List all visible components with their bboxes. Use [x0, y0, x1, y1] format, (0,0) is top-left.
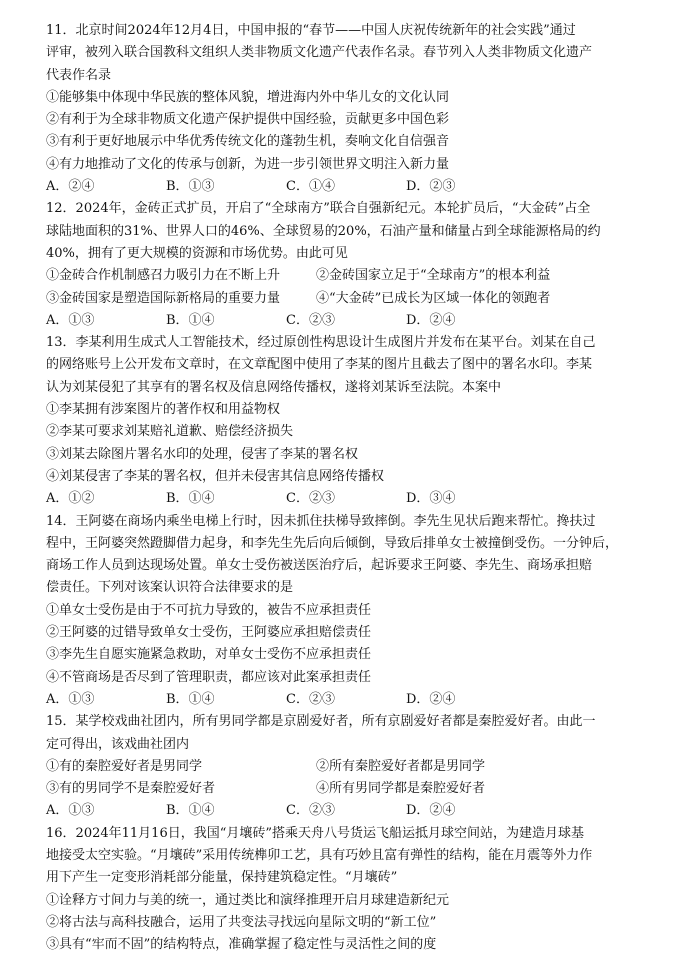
answer-choice-c: C．②③ [286, 312, 335, 328]
question-15 [46, 711, 646, 822]
answer-choice-b: B．①④ [166, 312, 215, 328]
question-stem: 15．某学校戏曲社团内，所有男同学都是京剧爱好者，所有京剧爱好者都是秦腔爱好者。由此一 [46, 714, 596, 730]
answer-choices [46, 176, 646, 198]
statement-option: ②将古法与高科技融合，运用了共变法寻找远向星际文明的“新工位” [46, 914, 437, 930]
statement-option: ③刘某去除图片署名水印的处理，侵害了李某的署名权 [46, 446, 359, 462]
question-stem: 球陆地面积的31%、世界人口的46%、全球贸易的20%，石油产量和储量占到全球能源格局的约 [46, 223, 601, 239]
statement-option: ①单女士受伤是由于不可抗力导致的，被告不应承担责任 [46, 602, 372, 618]
question-stem: 评审，被列入联合国教科文组织人类非物质文化遗产代表作名录。春节列入人类非物质文化遗产 [46, 45, 593, 61]
answer-choice-d: D．③④ [406, 491, 456, 507]
question-11 [46, 20, 646, 198]
statement-option: ②所有秦腔爱好者都是男同学 [316, 758, 486, 774]
answer-choice-b: B．①④ [166, 803, 215, 819]
statement-option: ①金砖合作机制感召力吸引力在不断上升 [46, 268, 281, 284]
statement-option: ①诠释方寸间力与美的统一，通过类比和演绎推理开启月球建造新纪元 [46, 892, 450, 908]
statement-option: ③李先生自愿实施紧急救助，对单女士受伤不应承担责任 [46, 647, 372, 663]
question-stem: 程中，王阿婆突然蹬脚借力起身，和李先生先后向后倾倒，导致后排单女士被撞倒受伤。一分钟后， [46, 535, 619, 551]
answer-choice-b: B．①③ [166, 179, 215, 195]
answer-choice-b: B．①④ [166, 491, 215, 507]
question-13 [46, 332, 646, 510]
statement-option: ①有的秦腔爱好者是男同学 [46, 758, 203, 774]
question-stem: 定可得出，该戏曲社团内 [46, 736, 190, 752]
answer-choices [46, 310, 646, 332]
question-stem: 16．2024年11月16日，我国“月壤砖”搭乘天舟八号货运飞船运抵月球空间站，为建造月球基 [46, 825, 585, 841]
question-stem: 地接受太空实验。“月壤砖”采用传统榫卯工艺，具有巧妙且富有弹性的结构，能在月震等外力作 [46, 847, 593, 863]
statement-option: ③金砖国家是塑造国际新格局的重要力量 [46, 290, 281, 306]
statement-option: ②有利于为全球非物质文化遗产保护提供中国经验，贡献更多中国色彩 [46, 112, 450, 128]
answer-choices [46, 689, 646, 711]
answer-choice-a: A．①② [46, 491, 95, 507]
statement-option: ②李某可要求刘某赔礼道歉、赔偿经济损失 [46, 424, 294, 440]
answer-choices [46, 800, 646, 822]
answer-choice-c: C．②③ [286, 491, 335, 507]
answer-choice-d: D．②④ [406, 312, 456, 328]
statement-option-row [46, 778, 646, 800]
answer-choices [46, 488, 646, 510]
answer-choice-a: A．②④ [46, 179, 95, 195]
answer-choice-d: D．②④ [406, 691, 456, 707]
question-stem: 用下产生一定变形消耗部分能量，保持建筑稳定性。“月壤砖” [46, 870, 398, 886]
statement-option: ④“大金砖”已成长为区域一体化的领跑者 [316, 290, 551, 306]
answer-choice-d: D．②③ [406, 179, 456, 195]
statement-option-row [46, 265, 646, 287]
statement-option: ③具有“牢而不固”的结构特点，准确掌握了稳定性与灵活性之间的度 [46, 937, 437, 953]
answer-choice-c: C．②③ [286, 803, 335, 819]
statement-option: ④刘某侵害了李某的署名权，但并未侵害其信息网络传播权 [46, 468, 385, 484]
answer-choice-a: A．①③ [46, 803, 95, 819]
question-stem: 代表作名录 [46, 67, 112, 83]
statement-option: ③有利于更好地展示中华优秀传统文化的蓬勃生机，奏响文化自信强音 [46, 134, 450, 150]
answer-choice-c: C．②③ [286, 691, 335, 707]
question-stem: 的网络账号上公开发布文章时，在文章配图中使用了李某的图片且截去了图中的署名水印。李某 [46, 357, 593, 373]
question-stem: 12．2024年，金砖正式扩员，开启了“全球南方”联合自强新纪元。本轮扩员后，“大金砖”占全 [46, 201, 591, 217]
question-stem: 14．王阿婆在商场内乘坐电梯上行时，因未抓住扶梯导致摔倒。李先生见状后跑来帮忙。搀扶过 [46, 513, 596, 529]
statement-option: ④所有男同学都是秦腔爱好者 [316, 781, 486, 797]
question-stem: 偿责任。下列对该案认识符合法律要求的是 [46, 580, 294, 596]
question-stem: 13．李某利用生成式人工智能技术，经过原创性构思设计生成图片并发布在某平台。刘某在自己 [46, 335, 596, 351]
question-16 [46, 823, 646, 957]
statement-option: ②金砖国家立足于“全球南方”的根本利益 [316, 268, 551, 284]
answer-choice-b: B．①④ [166, 691, 215, 707]
question-14 [46, 511, 646, 712]
answer-choice-a: A．①③ [46, 691, 95, 707]
answer-choice-d: D．②④ [406, 803, 456, 819]
statement-option: ②王阿婆的过错导致单女士受伤，王阿婆应承担赔偿责任 [46, 625, 372, 641]
statement-option: ③有的男同学不是秦腔爱好者 [46, 781, 216, 797]
statement-option-row [46, 756, 646, 778]
statement-option: ①李某拥有涉案图片的著作权和用益物权 [46, 402, 281, 418]
answer-choice-a: A．①③ [46, 312, 95, 328]
question-stem: 11．北京时间2024年12月4日，中国申报的“春节——中国人庆祝传统新年的社会实践”通过 [46, 23, 576, 38]
statement-option: ①能够集中体现中华民族的整体风貌，增进海内外中华儿女的文化认同 [46, 89, 450, 105]
statement-option: ④有力地推动了文化的传承与创新，为进一步引领世界文明注入新力量 [46, 156, 450, 172]
statement-option-row [46, 288, 646, 310]
answer-choice-c: C．①④ [286, 179, 335, 195]
question-stem: 认为刘某侵犯了其享有的署名权及信息网络传播权，遂将刘某诉至法院。本案中 [46, 379, 502, 395]
question-12 [46, 198, 646, 332]
question-stem: 40%，拥有了更大规模的资源和市场优势。由此可见 [46, 245, 348, 261]
statement-option: ④不管商场是否尽到了管理职责，都应该对此案承担责任 [46, 669, 372, 685]
question-stem: 商场工作人员到达现场处置。单女士受伤被送医治疗后，起诉要求王阿婆、李先生、商场承担赔 [46, 558, 593, 574]
